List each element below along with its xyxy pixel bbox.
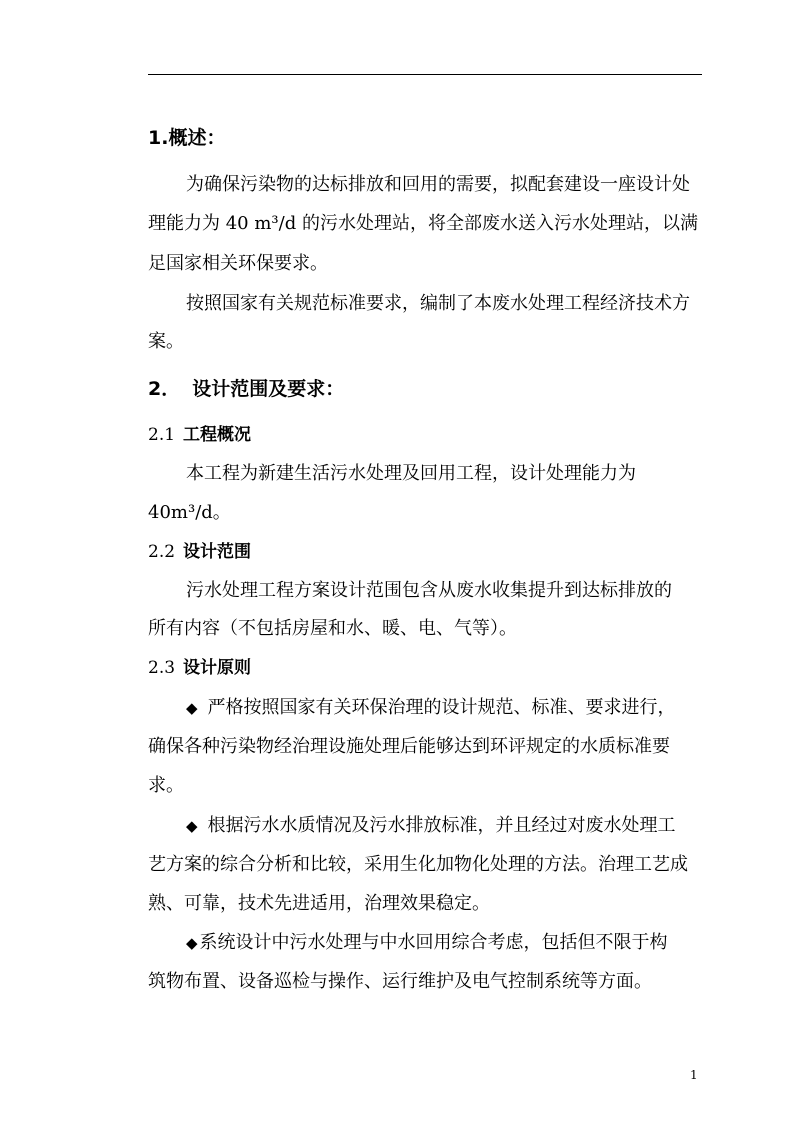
subsection-number: 2.2 bbox=[148, 542, 176, 562]
subsection-2-1-heading bbox=[148, 423, 251, 447]
diamond-bullet-icon: ◆ bbox=[186, 699, 198, 717]
subsection-2-2-heading bbox=[148, 540, 251, 564]
paragraph-line: 熟、可靠，技术先进适用，治理效果稳定。 bbox=[148, 893, 490, 914]
paragraph-line: 艺方案的综合分析和比较，采用生化加物化处理的方法。治理工艺成 bbox=[148, 854, 688, 875]
bullet-line bbox=[186, 931, 668, 955]
paragraph-line: 案。 bbox=[148, 331, 184, 352]
subsection-2-3-heading bbox=[148, 656, 251, 680]
paragraph-line: 按照国家有关规范标准要求，编制了本废水处理工程经济技术方 bbox=[186, 293, 690, 314]
section-2-title: 设计范围及要求： bbox=[192, 378, 345, 400]
section-2-number: 2． bbox=[148, 378, 181, 400]
diamond-bullet-icon: ◆ bbox=[186, 817, 198, 835]
paragraph-line: 为确保污染物的达标排放和回用的需要，拟配套建设一座设计处 bbox=[186, 174, 690, 195]
bullet-line bbox=[186, 814, 676, 838]
bullet-text: 严格按照国家有关环保治理的设计规范、标准、要求进行， bbox=[207, 697, 676, 718]
header-rule bbox=[148, 74, 702, 75]
bullet-line bbox=[186, 696, 676, 720]
bullet-text: 系统设计中污水处理与中水回用综合考虑，包括但不限于构 bbox=[199, 932, 668, 953]
paragraph-line: 污水处理工程方案设计范围包含从废水收集提升到达标排放的 bbox=[186, 580, 672, 601]
paragraph-line: 40m³/d。 bbox=[148, 502, 231, 523]
subsection-title: 设计范围 bbox=[183, 542, 252, 562]
diamond-bullet-icon: ◆ bbox=[186, 934, 198, 952]
section-1-heading: 1.概述： bbox=[148, 127, 226, 149]
bullet-text: 根据污水水质情况及污水排放标准，并且经过对废水处理工 bbox=[207, 815, 676, 836]
paragraph-line: 确保各种污染物经治理设施处理后能够达到环评规定的水质标准要 bbox=[148, 736, 670, 757]
paragraph-line: 所有内容（不包括房屋和水、暖、电、气等）。 bbox=[148, 618, 517, 639]
subsection-title: 工程概况 bbox=[183, 425, 252, 445]
paragraph-line: 筑物布置、设备巡检与操作、运行维护及电气控制系统等方面。 bbox=[148, 971, 652, 992]
section-2-heading bbox=[148, 377, 344, 401]
paragraph-line: 求。 bbox=[148, 775, 184, 796]
subsection-number: 2.3 bbox=[148, 658, 176, 678]
paragraph-line: 理能力为 40 m³/d 的污水处理站，将全部废水送入污水处理站，以满 bbox=[148, 213, 698, 234]
paragraph-line: 本工程为新建生活污水处理及回用工程，设计处理能力为 bbox=[186, 463, 636, 484]
paragraph-line: 足国家相关环保要求。 bbox=[148, 253, 328, 274]
subsection-number: 2.1 bbox=[148, 425, 176, 445]
page-number: 1 bbox=[690, 1068, 698, 1082]
subsection-title: 设计原则 bbox=[183, 658, 252, 678]
